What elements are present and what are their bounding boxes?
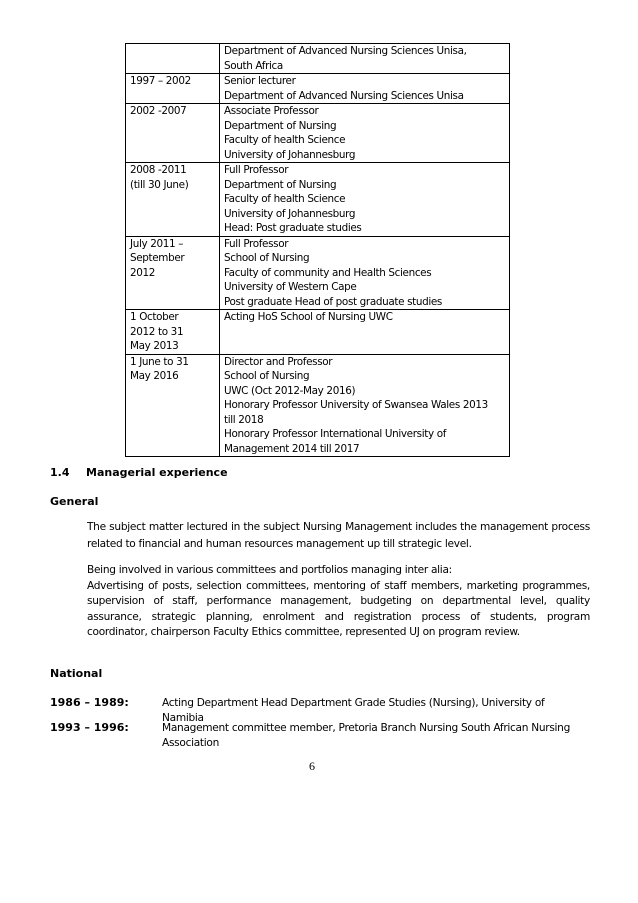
table-row [126, 163, 510, 237]
table-row [126, 44, 510, 74]
period-line: May 2016 [130, 370, 179, 382]
description-line: Namibia [162, 711, 204, 724]
paragraph-intro: Being involved in various committees and portfolios managing inter alia: [87, 564, 452, 576]
description-line: Senior lecturer [224, 75, 296, 87]
period-line: 1997 – 2002 [130, 75, 191, 87]
period-line: 1 June to 31 [130, 355, 189, 368]
description-line: Honorary Professor International University of [224, 428, 447, 440]
period-cell [126, 74, 220, 104]
description-line: University of Johannesburg [224, 207, 356, 220]
description-line: Management committee member, Pretoria Branch Nursing South African Nursing [162, 722, 571, 734]
general-paragraph-2 [87, 563, 590, 641]
description-line: UWC (Oct 2012-May 2016) [224, 384, 356, 397]
description-line: Post graduate Head of post graduate studies [224, 295, 442, 308]
description-line: University of Johannesburg [224, 148, 356, 161]
description-line: Director and Professor [224, 355, 333, 368]
career-table [125, 43, 510, 457]
paragraph-line: related to financial and human resources management up till strategic level. [87, 537, 472, 550]
paragraph-line: The subject matter lectured in the subject Nursing Management includes the management process [87, 521, 590, 533]
period-cell [126, 236, 220, 310]
period-line: (till 30 June) [130, 178, 189, 191]
national-period: 1986 – 1989: [50, 696, 129, 709]
table-row [126, 310, 510, 355]
table-row [126, 354, 510, 457]
table-row [126, 236, 510, 310]
paragraph-line: supervision of staff, performance management, budgeting on departmental level, quality [87, 595, 590, 607]
description-cell [220, 74, 510, 104]
description-line: Association [162, 736, 220, 749]
period-cell [126, 163, 220, 237]
period-line: May 2013 [130, 340, 179, 352]
description-line: Head: Post graduate studies [224, 222, 362, 234]
period-cell [126, 310, 220, 355]
description-line: Faculty of health Science [224, 134, 346, 146]
national-period: 1993 – 1996: [50, 721, 129, 734]
period-line: September [130, 252, 185, 264]
description-line: Management 2014 till 2017 [224, 442, 360, 455]
description-line: Full Professor [224, 237, 289, 250]
page-number: 6 [309, 759, 315, 773]
period-cell [126, 354, 220, 457]
description-line: Department of Nursing [224, 178, 337, 191]
section-title: Managerial experience [86, 466, 228, 479]
description-line: Acting Department Head Department Grade Studies (Nursing), University of [162, 697, 545, 709]
paragraph-line: assurance, strategic planning, enrolment and registration process of students, program [87, 610, 590, 623]
table-row [126, 104, 510, 163]
paragraph-line: Advertising of posts, selection committees, mentoring of staff members, marketing programmes, [87, 579, 590, 592]
period-line: July 2011 – [130, 237, 184, 250]
period-cell [126, 44, 220, 74]
description-line: School of Nursing [224, 370, 310, 382]
description-line: till 2018 [224, 413, 264, 426]
description-line: Faculty of community and Health Sciences [224, 266, 432, 279]
description-line: Acting HoS School of Nursing UWC [224, 311, 393, 323]
description-line: Department of Nursing [224, 119, 337, 132]
description-line: Honorary Professor University of Swansea Wales 2013 [224, 399, 488, 411]
description-line: Faculty of health Science [224, 193, 346, 205]
national-description [162, 721, 582, 750]
general-paragraph-1 [87, 519, 590, 552]
general-heading: General [50, 495, 99, 508]
period-line: 2008 -2011 [130, 164, 187, 176]
description-cell [220, 354, 510, 457]
description-line: University of Western Cape [224, 281, 357, 293]
description-line: South Africa [224, 59, 283, 72]
table-row [126, 74, 510, 104]
description-line: Department of Advanced Nursing Sciences Unisa, [224, 45, 467, 57]
period-line: 2012 to 31 [130, 325, 184, 338]
national-heading: National [50, 667, 103, 680]
period-line: 2002 -2007 [130, 105, 187, 117]
paragraph-line: coordinator, chairperson Faculty Ethics committee, represented UJ on program review. [87, 626, 520, 638]
period-cell [126, 104, 220, 163]
description-cell [220, 236, 510, 310]
description-cell [220, 44, 510, 74]
description-cell [220, 104, 510, 163]
section-number: 1.4 [50, 466, 70, 479]
description-line: School of Nursing [224, 252, 310, 264]
description-line: Department of Advanced Nursing Sciences Unisa [224, 89, 464, 102]
period-line: 2012 [130, 266, 156, 279]
description-cell [220, 163, 510, 237]
description-line: Associate Professor [224, 105, 319, 117]
period-line: 1 October [130, 311, 179, 323]
description-cell [220, 310, 510, 355]
description-line: Full Professor [224, 164, 289, 176]
